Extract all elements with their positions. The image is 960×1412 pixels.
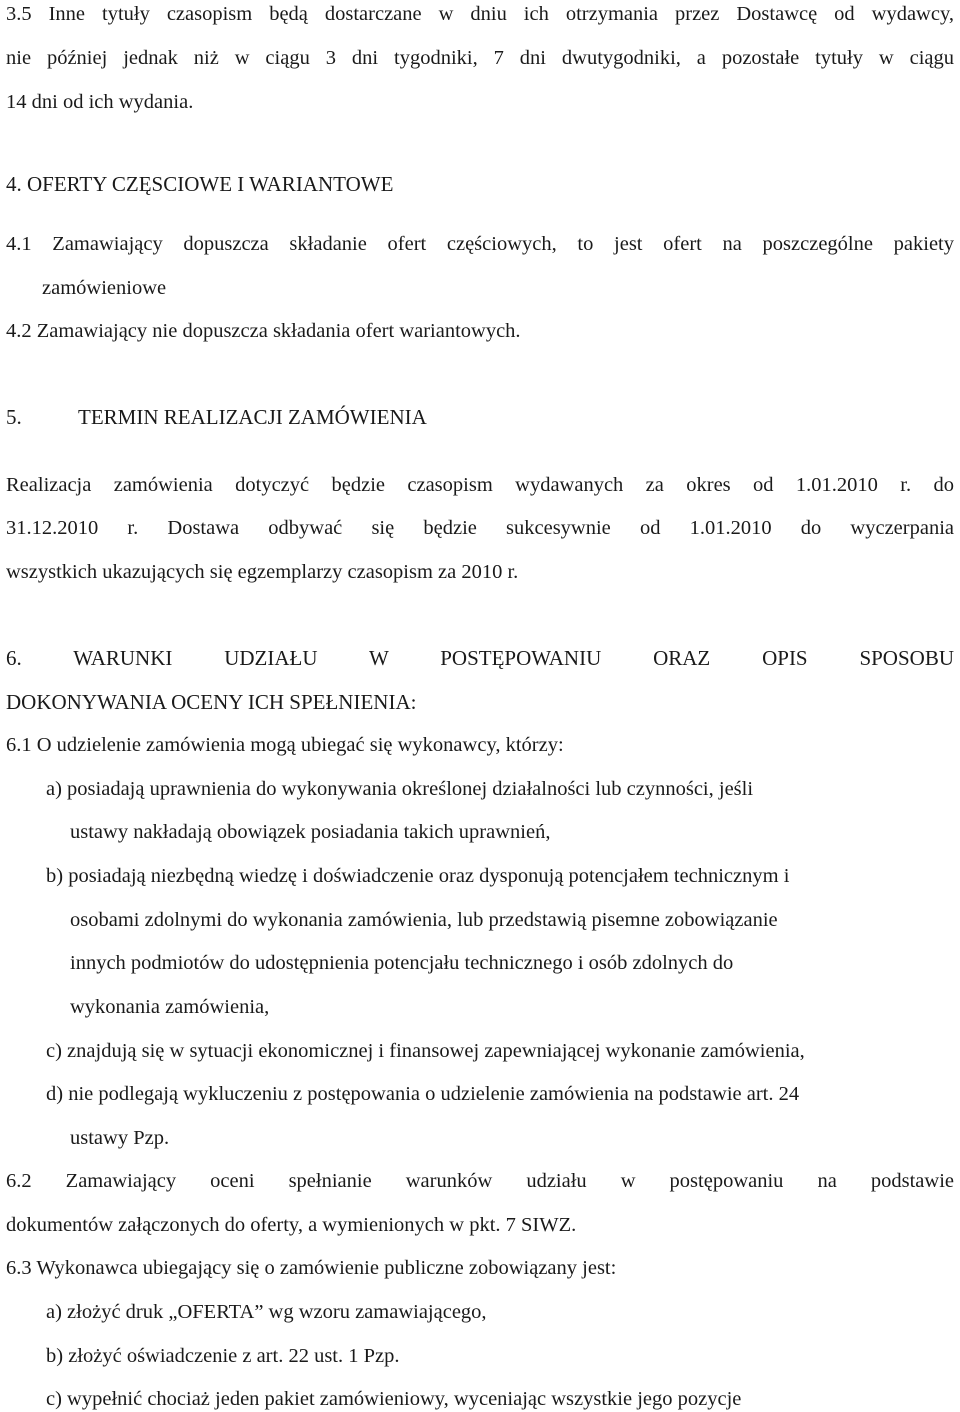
p63-item-a: a) złożyć druk „OFERTA” wg wzoru zamawiającego, bbox=[46, 1301, 487, 1323]
p35-line1: 3.5 Inne tytuły czasopism będą dostarczane w dniu ich otrzymania przez Dostawcę od wydawcy, bbox=[6, 3, 954, 25]
item-b-line3: innych podmiotów do udostępnienia potencjału technicznego i osób zdolnych do bbox=[70, 952, 734, 974]
section-5-heading: TERMIN REALIZACJI ZAMÓWIENIA bbox=[78, 405, 427, 429]
p62-line1: 6.2 Zamawiający oceni spełnianie warunków udziału w postępowaniu na podstawie bbox=[6, 1170, 954, 1192]
section-6-heading-line2: DOKONYWANIA OCENY ICH SPEŁNIENIA: bbox=[6, 690, 417, 714]
s5-line1: Realizacja zamówienia dotyczyć będzie czasopism wydawanych za okres od 1.01.2010 r. do bbox=[6, 474, 954, 496]
s5-line3: wszystkich ukazujących się egzemplarzy czasopism za 2010 r. bbox=[6, 561, 519, 583]
p63: 6.3 Wykonawca ubiegający się o zamówienie publiczne zobowiązany jest: bbox=[6, 1257, 617, 1279]
p35-line2: nie później jednak niż w ciągu 3 dni tygodniki, 7 dni dwutygodniki, a pozostałe tytuły w ciągu bbox=[6, 47, 954, 69]
item-a-line2: ustawy nakładają obowiązek posiadania takich uprawnień, bbox=[70, 821, 551, 843]
item-b-line4: wykonania zamówienia, bbox=[70, 996, 270, 1018]
item-d-line1: d) nie podlegają wykluczeniu z postępowania o udzielenie zamówienia na podstawie art. 24 bbox=[46, 1083, 800, 1105]
item-b-line2: osobami zdolnymi do wykonania zamówienia, lub przedstawią pisemne zobowiązanie bbox=[70, 909, 778, 931]
s5-line2: 31.12.2010 r. Dostawa odbywać się będzie sukcesywnie od 1.01.2010 do wyczerpania bbox=[6, 517, 954, 539]
section-6-heading-line1: 6. WARUNKI UDZIAŁU W POSTĘPOWANIU ORAZ OPIS SPOSOBU bbox=[6, 646, 954, 670]
item-b-line1: b) posiadają niezbędną wiedzę i doświadczenie oraz dysponują potencjałem technicznym i bbox=[46, 865, 790, 887]
section-4-heading: 4. OFERTY CZĘSCIOWE I WARIANTOWE bbox=[6, 172, 394, 196]
section-5-heading-number: 5. bbox=[6, 405, 22, 429]
p41-line1: 4.1 Zamawiający dopuszcza składanie ofert częściowych, to jest ofert na poszczególne pakiety bbox=[6, 233, 954, 255]
p42: 4.2 Zamawiający nie dopuszcza składania ofert wariantowych. bbox=[6, 320, 521, 342]
p62-line2: dokumentów załączonych do oferty, a wymienionych w pkt. 7 SIWZ. bbox=[6, 1214, 577, 1236]
item-c-line1: c) znajdują się w sytuacji ekonomicznej i finansowej zapewniającej wykonanie zamówienia, bbox=[46, 1040, 805, 1062]
p41-line2: zamówieniowe bbox=[42, 277, 167, 299]
item-d-line2: ustawy Pzp. bbox=[70, 1127, 170, 1149]
p61: 6.1 O udzielenie zamówienia mogą ubiegać się wykonawcy, którzy: bbox=[6, 734, 564, 756]
item-a-line1: a) posiadają uprawnienia do wykonywania określonej działalności lub czynności, jeśli bbox=[46, 778, 754, 800]
p35-line3: 14 dni od ich wydania. bbox=[6, 91, 194, 113]
p63-item-b: b) złożyć oświadczenie z art. 22 ust. 1 Pzp. bbox=[46, 1345, 400, 1367]
p63-item-c: c) wypełnić chociaż jeden pakiet zamówieniowy, wyceniając wszystkie jego pozycje bbox=[46, 1388, 742, 1410]
